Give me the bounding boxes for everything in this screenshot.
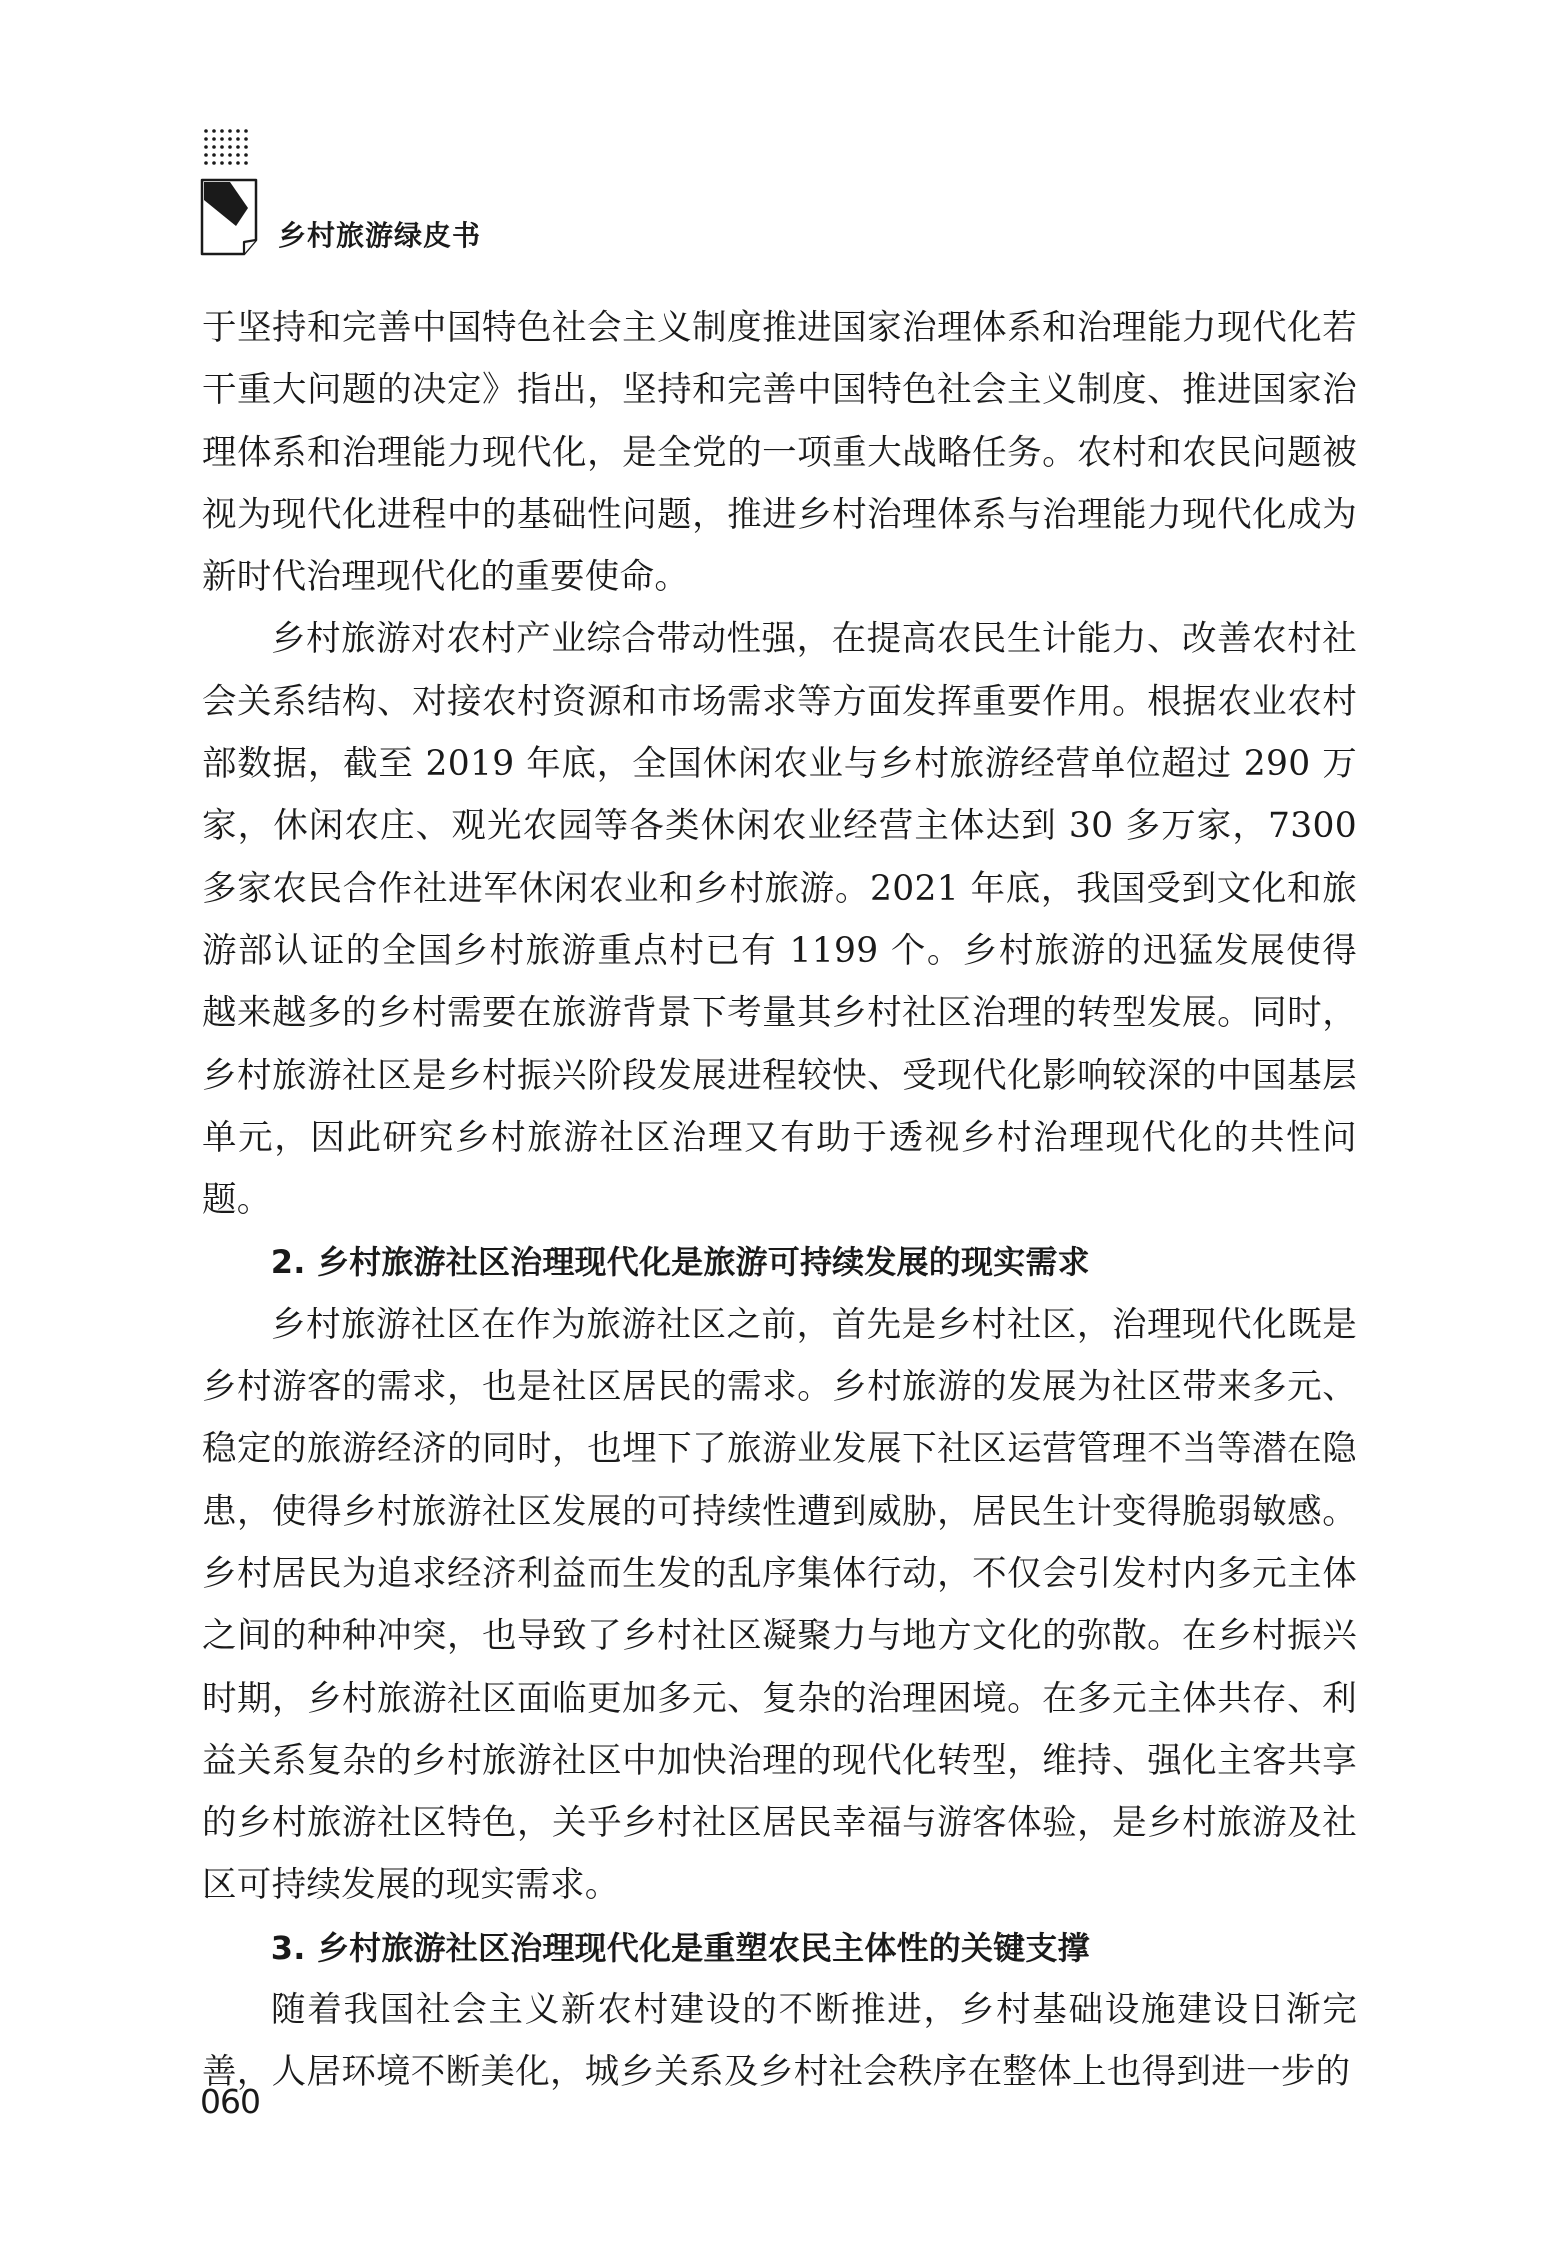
paragraph-continued: 于坚持和完善中国特色社会主义制度推进国家治理体系和治理能力现代化若干重大问题的决定》指出，坚持和完善中国特色社会主义制度、推进国家治理体系和治理能力现代化，是全党的一项重大战略任务。农村和农民问题被视为现代化进程中的基础性问题，推进乡村治理体系与治理能力现代化成为新时代治理现代化的重要使命。	[202, 308, 1357, 598]
section-heading-3: 3. 乡村旅游社区治理现代化是重塑农民主体性的关键支撑	[270, 1928, 1090, 1967]
paragraph-farmer-subjectivity: 随着我国社会主义新农村建设的不断推进，乡村基础设施建设日渐完善，人居环境不断美化，城乡关系及乡村社会秩序在整体上也得到进一步的	[202, 1990, 1357, 2093]
book-title: 乡村旅游绿皮书	[278, 219, 482, 252]
running-header	[200, 128, 1350, 268]
page-body	[202, 297, 1357, 2104]
paragraph-rural-tourism-data: 乡村旅游对农村产业综合带动性强，在提高农民生计能力、改善农村社会关系结构、对接农村资源和市场需求等方面发挥重要作用。根据农业农村部数据，截至 2019 年底，全国休闲农业与乡村旅游经营单位超过 290 万家，休闲农庄、观光农园等各类休闲农业经营主体达到 30 多万家，7300 多家农民合作社进军休闲农业和乡村旅游。2021 年底，我国受到文化和旅游部认证的全国乡村旅游重点村已有 1199 个。乡村旅游的迅猛发展使得越来越多的乡村需要在旅游背景下考量其乡村社区治理的转型发展。同时，乡村旅游社区是乡村振兴阶段发展进程较快、受现代化影响较深的中国基层单元，因此研究乡村旅游社区治理又有助于透视乡村治理现代化的共性问题。	[202, 619, 1357, 1221]
folded-corner-book-icon	[200, 128, 260, 258]
page-number: 060	[200, 2082, 260, 2121]
paragraph-sustainable-development: 乡村旅游社区在作为旅游社区之前，首先是乡村社区，治理现代化既是乡村游客的需求，也是社区居民的需求。乡村旅游的发展为社区带来多元、稳定的旅游经济的同时，也埋下了旅游业发展下社区运营管理不当等潜在隐患，使得乡村旅游社区发展的可持续性遭到威胁，居民生计变得脆弱敏感。乡村居民为追求经济利益而生发的乱序集体行动，不仅会引发村内多元主体之间的种种冲突，也导致了乡村社区凝聚力与地方文化的弥散。在乡村振兴时期，乡村旅游社区面临更加多元、复杂的治理困境。在多元主体共存、利益关系复杂的乡村旅游社区中加快治理的现代化转型，维持、强化主客共享的乡村旅游社区特色，关乎乡村社区居民幸福与游客体验，是乡村旅游及社区可持续发展的现实需求。	[202, 1304, 1357, 1906]
section-heading-2: 2. 乡村旅游社区治理现代化是旅游可持续发展的现实需求	[270, 1243, 1090, 1282]
